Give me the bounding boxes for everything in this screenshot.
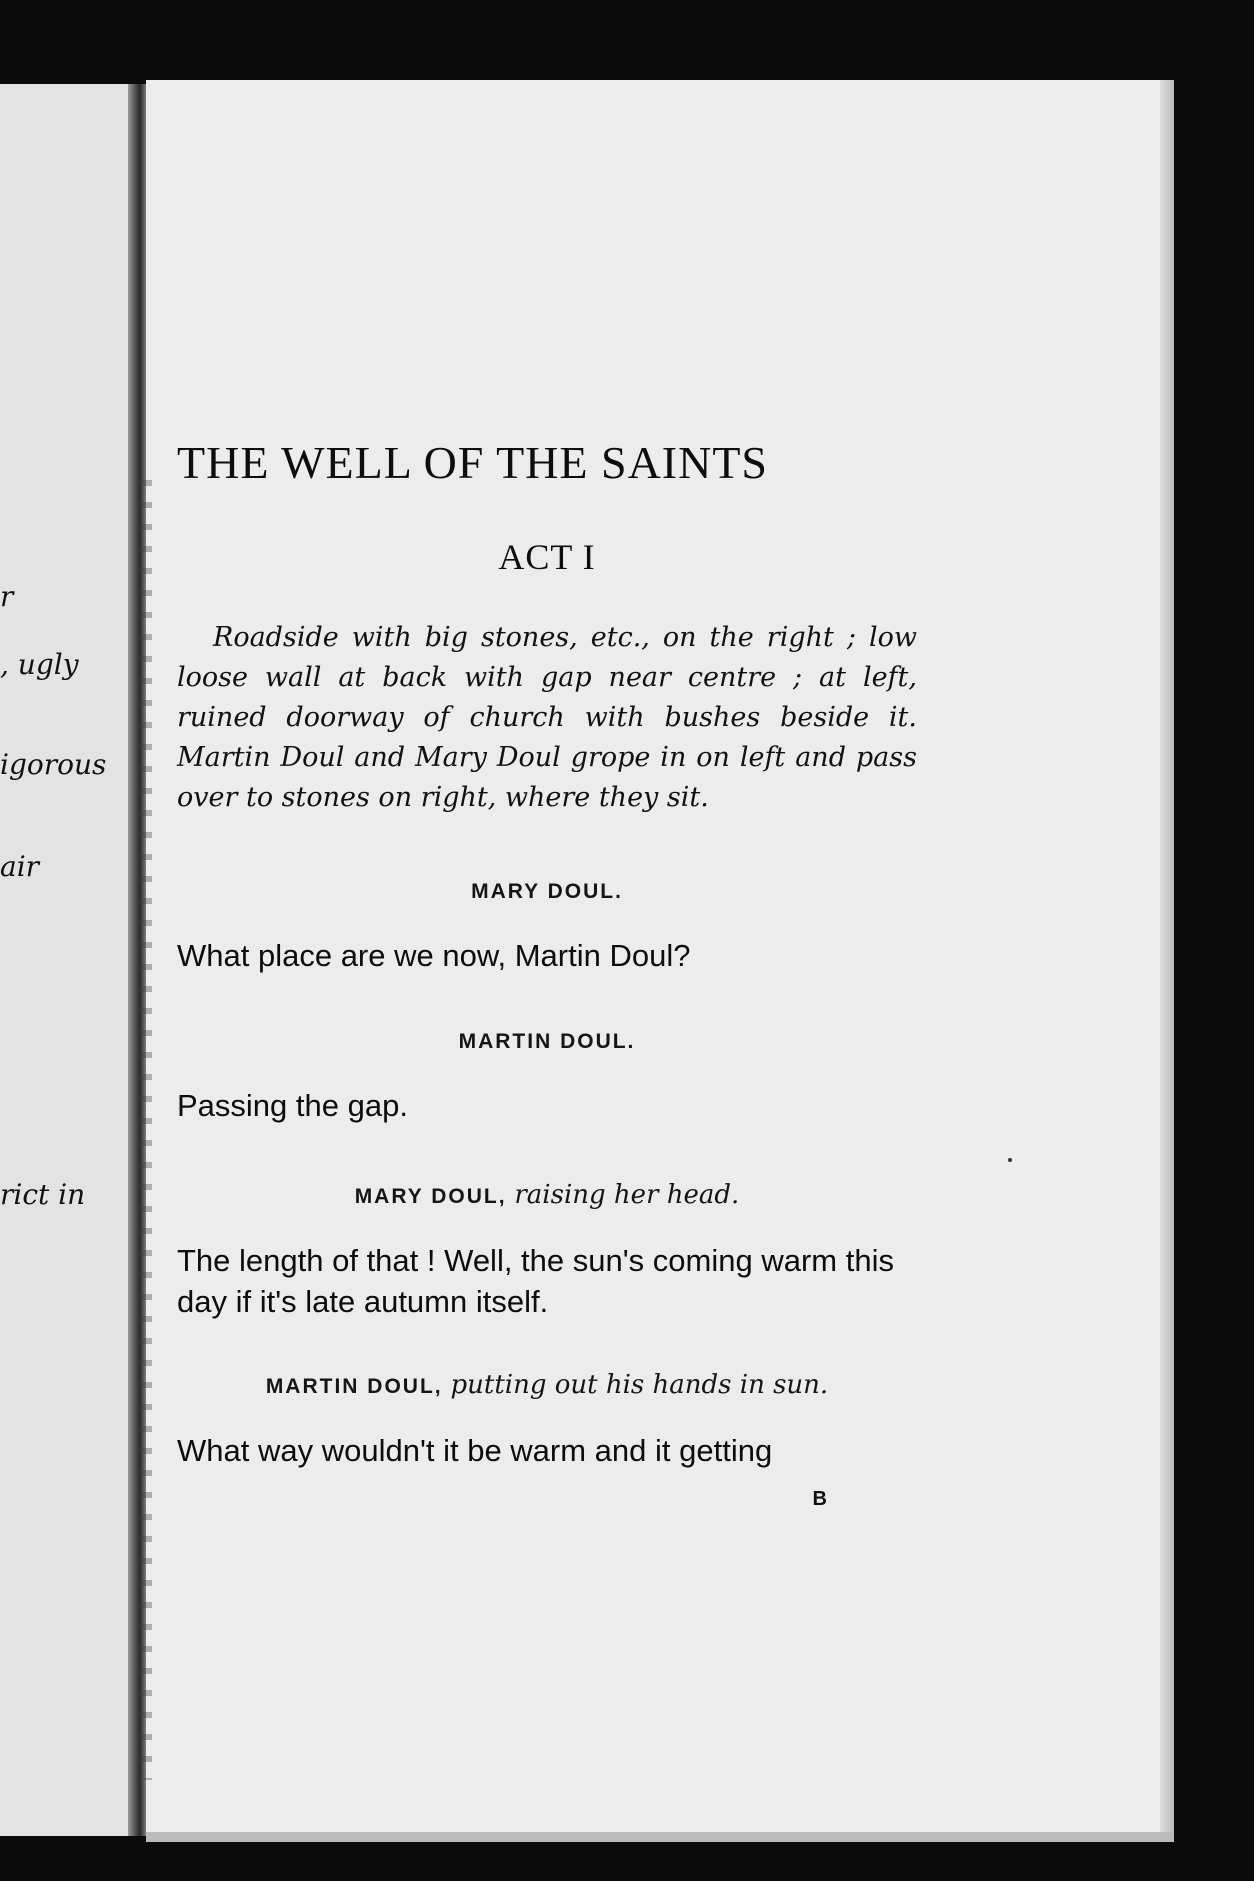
speaker-name: MARTIN DOUL,: [265, 1375, 443, 1398]
act-heading: ACT I: [498, 537, 596, 577]
scan-speck: [1008, 1158, 1012, 1162]
speaker-direction: putting out his hands in sun.: [450, 1370, 829, 1400]
facing-page-fragment: rict in: [0, 1178, 86, 1211]
facing-page-fragment: , ugly: [0, 648, 79, 681]
speaker-heading: [177, 1370, 917, 1400]
facing-page: [0, 84, 136, 1836]
speaker-heading: [177, 880, 917, 904]
page-edge: [1160, 80, 1174, 1840]
facing-page-fragment: r: [0, 580, 14, 613]
speaker-name: MARTIN DOUL.: [458, 1030, 636, 1053]
speech-line: Passing the gap.: [177, 1088, 408, 1123]
play-title: THE WELL OF THE SAINTS: [177, 437, 769, 488]
speech-line: What place are we now, Martin Doul?: [177, 938, 691, 973]
binding-marks: [140, 480, 152, 1780]
speaker-name: MARY DOUL,: [354, 1185, 507, 1208]
signature-mark: B: [812, 1488, 827, 1510]
facing-page-fragment: igorous: [0, 748, 107, 781]
stage-direction: Roadside with big stones, etc., on the right ; low loose wall at back with gap near centre ; at left, ruined doorway of church with bushes beside it. Martin Doul and Mary Doul grope in on left and pass over to stones on right, where they sit.: [177, 622, 917, 813]
speaker-heading: [177, 1030, 917, 1054]
facing-page-fragment: air: [0, 850, 40, 883]
speaker-heading: [177, 1180, 917, 1210]
speaker-name: MARY DOUL.: [471, 880, 623, 903]
page-edge-bottom: [146, 1832, 1174, 1842]
speech-line: The length of that ! Well, the sun's coming warm this day if it's late autumn itself.: [177, 1243, 894, 1319]
speaker-direction: raising her head.: [514, 1180, 740, 1210]
speech-line: What way wouldn't it be warm and it getting: [177, 1433, 773, 1468]
